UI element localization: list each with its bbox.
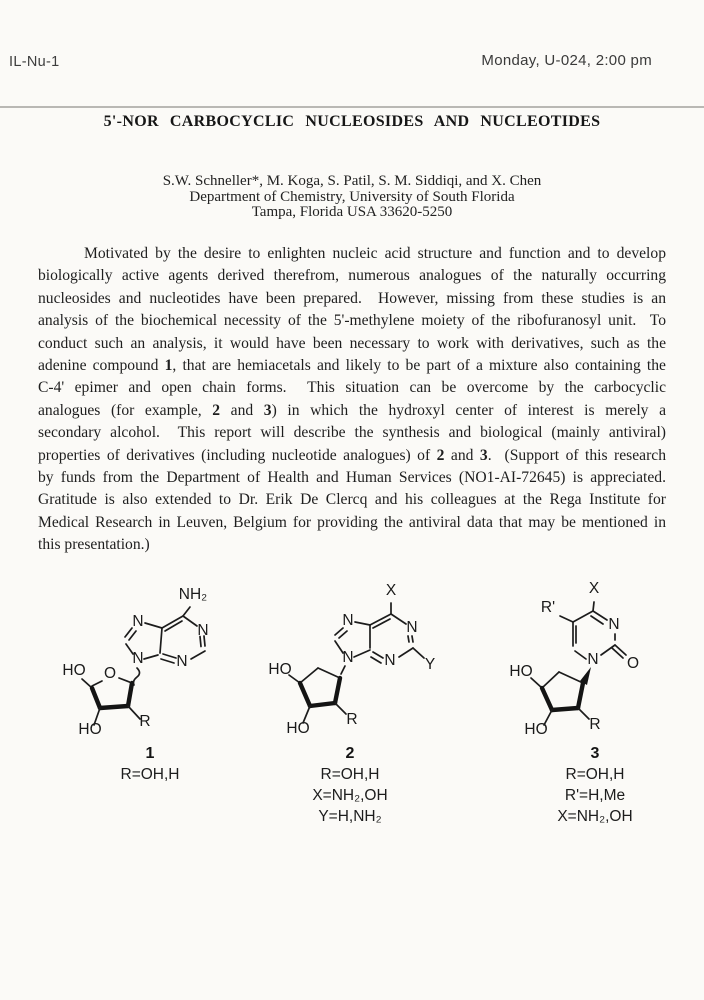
compound-2-legend-line: X=NH₂,OH	[312, 787, 388, 804]
paragraph-line: C-4' epimer and open chain forms. This situation can be overcome by the carbocyclic	[38, 379, 666, 397]
compound-3-legend-line: R=OH,H	[565, 766, 625, 783]
structure-2-figure	[262, 578, 488, 746]
n1-label: N	[197, 622, 209, 639]
header-rule	[0, 106, 704, 108]
carbonyl-oxygen-label: O	[626, 655, 640, 672]
n3-label: N	[384, 652, 396, 669]
x-substituent-label: X	[385, 582, 397, 599]
ring-oxygen-label: O	[103, 665, 117, 682]
amine-label: NH₂	[178, 586, 208, 603]
x-substituent-label: X	[588, 580, 600, 597]
structure-3-drawing	[488, 578, 704, 746]
structure-1-drawing	[40, 578, 270, 746]
structure-2-bonds	[289, 603, 424, 723]
n1-label: N	[587, 651, 599, 668]
paragraph-line: Medical Research in Leuven, Belgium for providing the antiviral data that may be mentioned in	[38, 513, 666, 531]
compound-2-legend	[270, 744, 430, 827]
n9-label: N	[342, 649, 354, 666]
paragraph-line: analysis of the biochemical necessity of the 5'-methylene moiety of the ribofuranosyl unit. To	[38, 312, 666, 330]
compound-3-legend	[515, 744, 675, 827]
paragraph-line: by funds from the Department of Health and Human Services (NO1-AI-72645) is appreciated.	[38, 469, 666, 487]
structure-2-atom-labels	[268, 582, 435, 737]
paragraph-line: Motivated by the desire to enlighten nucleic acid structure and function and to develop	[84, 245, 666, 262]
n9-label: N	[132, 650, 144, 667]
paragraph-line: secondary alcohol. This report will describe the synthesis and biological (mainly antiviral)	[38, 424, 666, 442]
session-code: IL-Nu-1	[9, 54, 60, 70]
compound-2-legend-line: Y=H,NH₂	[318, 808, 382, 825]
paragraph-line: conduct such an analysis, it would have been necessary to work with derivatives, such as the	[38, 334, 666, 352]
hydroxyl-bottom-label: HO	[78, 721, 102, 738]
abstract-paragraph	[38, 243, 666, 557]
n3-label: N	[608, 616, 620, 633]
paragraph-line: analogues (for example, 2 and 3) in which the hydroxyl center of interest is merely a	[38, 401, 667, 419]
hydroxyl-left-label: HO	[509, 663, 533, 680]
author-names: S.W. Schneller*, M. Koga, S. Patil, S. M. Siddiqi, and X. Chen	[162, 173, 542, 189]
n7-label: N	[342, 612, 354, 629]
session-schedule: Monday, U-024, 2:00 pm	[481, 52, 652, 69]
paragraph-line: properties of derivatives (including nucleotide analogues) of 2 and 3. (Support of this research	[38, 446, 666, 464]
structure-2-drawing	[262, 578, 488, 746]
paragraph-line: adenine compound 1, that are hemiacetals and likely to be part of a mixture also containing the	[38, 357, 666, 375]
compound-3-legend-line: X=NH₂,OH	[557, 808, 633, 825]
paragraph-line: this presentation.)	[38, 536, 150, 554]
compound-3-number: 3	[590, 745, 600, 762]
paragraph-line: Gratitude is also extended to Dr. Erik De Clercq and his colleagues at the Rega Institute for	[38, 491, 666, 509]
paragraph-line: biologically active agents derived therefrom, numerous analogues of the naturally occurring	[38, 267, 666, 285]
hydroxyl-left-label: HO	[268, 661, 292, 678]
author-affiliation: Department of Chemistry, University of South Florida	[189, 188, 515, 205]
paragraph-line: nucleosides and nucleotides have been prepared. However, missing from these studies is an	[38, 289, 666, 307]
hydroxyl-left-label: HO	[62, 662, 86, 679]
rprime-substituent-label: R'	[540, 599, 556, 616]
r-group-label: R	[346, 711, 358, 728]
structure-3-atom-labels	[509, 580, 639, 738]
abstract-title: 5'-NOR CARBOCYCLIC NUCLEOSIDES AND NUCLEOTIDES	[103, 113, 601, 130]
structure-3-figure	[488, 578, 704, 746]
compound-3-legend-line: R'=H,Me	[564, 787, 626, 804]
hydroxyl-bottom-label: HO	[524, 721, 548, 738]
r-group-label: R	[139, 713, 151, 730]
r-group-label: R	[589, 716, 601, 733]
n3-label: N	[176, 653, 188, 670]
n7-label: N	[132, 613, 144, 630]
author-block	[0, 174, 704, 221]
hydroxyl-bottom-label: HO	[286, 720, 310, 737]
n1-label: N	[406, 619, 418, 636]
structure-1-figure	[40, 578, 270, 746]
y-substituent-label: Y	[424, 656, 436, 673]
compound-1-legend-line: R=OH,H	[120, 766, 180, 783]
compound-2-legend-line: R=OH,H	[320, 766, 380, 783]
author-location: Tampa, Florida USA 33620-5250	[251, 204, 453, 220]
compound-2-number: 2	[345, 745, 355, 762]
compound-1-legend	[70, 744, 230, 785]
compound-1-number: 1	[145, 745, 155, 762]
